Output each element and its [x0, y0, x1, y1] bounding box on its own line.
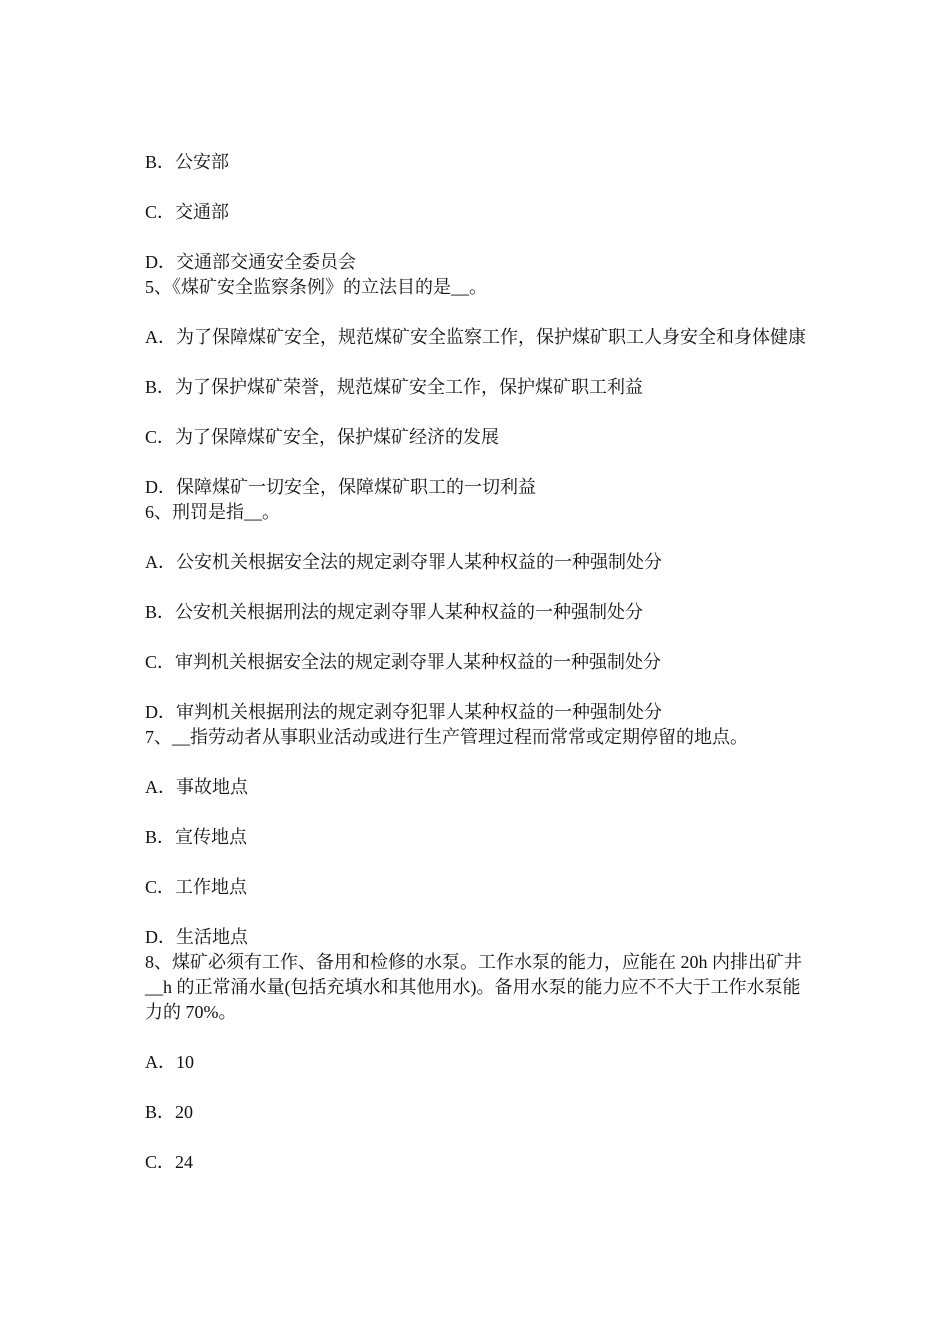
q7-stem: 7、__指劳动者从事职业活动或进行生产管理过程而常常或定期停留的地点。 [145, 727, 748, 747]
q6-option-b: B．公安机关根据刑法的规定剥夺罪人某种权益的一种强制处分 [145, 602, 644, 622]
q6-option-c: C．审判机关根据安全法的规定剥夺罪人某种权益的一种强制处分 [145, 652, 662, 672]
q5-stem: 5、《煤矿安全监察条例》的立法目的是__。 [145, 277, 487, 297]
q7-option-a: A．事故地点 [145, 777, 248, 797]
q6-option-a: A．公安机关根据安全法的规定剥夺罪人某种权益的一种强制处分 [145, 552, 662, 572]
q7-option-c: C．工作地点 [145, 877, 248, 897]
document-body [145, 150, 810, 1175]
q7-option-d: D．生活地点 [145, 927, 248, 947]
q5-option-b: B．为了保护煤矿荣誉，规范煤矿安全工作，保护煤矿职工利益 [145, 377, 644, 397]
q4-option-d: D．交通部交通安全委员会 [145, 252, 356, 272]
q6-option-d: D．审判机关根据刑法的规定剥夺犯罪人某种权益的一种强制处分 [145, 702, 662, 722]
q8-option-c: C．24 [145, 1152, 194, 1172]
q8-option-a: A．10 [145, 1052, 194, 1072]
q5-option-a: A．为了保障煤矿安全，规范煤矿安全监察工作，保护煤矿职工人身安全和身体健康 [145, 327, 806, 347]
q4-option-c: C．交通部 [145, 202, 230, 222]
q8-option-b: B．20 [145, 1102, 194, 1122]
q6-stem: 6、刑罚是指__。 [145, 502, 280, 522]
q8-stem: 8、煤矿必须有工作、备用和检修的水泵。工作水泵的能力，应能在 20h 内排出矿井__h 的正常涌水量(包括充填水和其他用水)。备用水泵的能力应不不大于工作水泵能力的 70%。 [145, 952, 802, 1022]
q4-option-b: B．公安部 [145, 152, 230, 172]
q5-option-c: C．为了保障煤矿安全，保护煤矿经济的发展 [145, 427, 500, 447]
q5-option-d: D．保障煤矿一切安全，保障煤矿职工的一切利益 [145, 477, 536, 497]
q7-option-b: B．宣传地点 [145, 827, 248, 847]
